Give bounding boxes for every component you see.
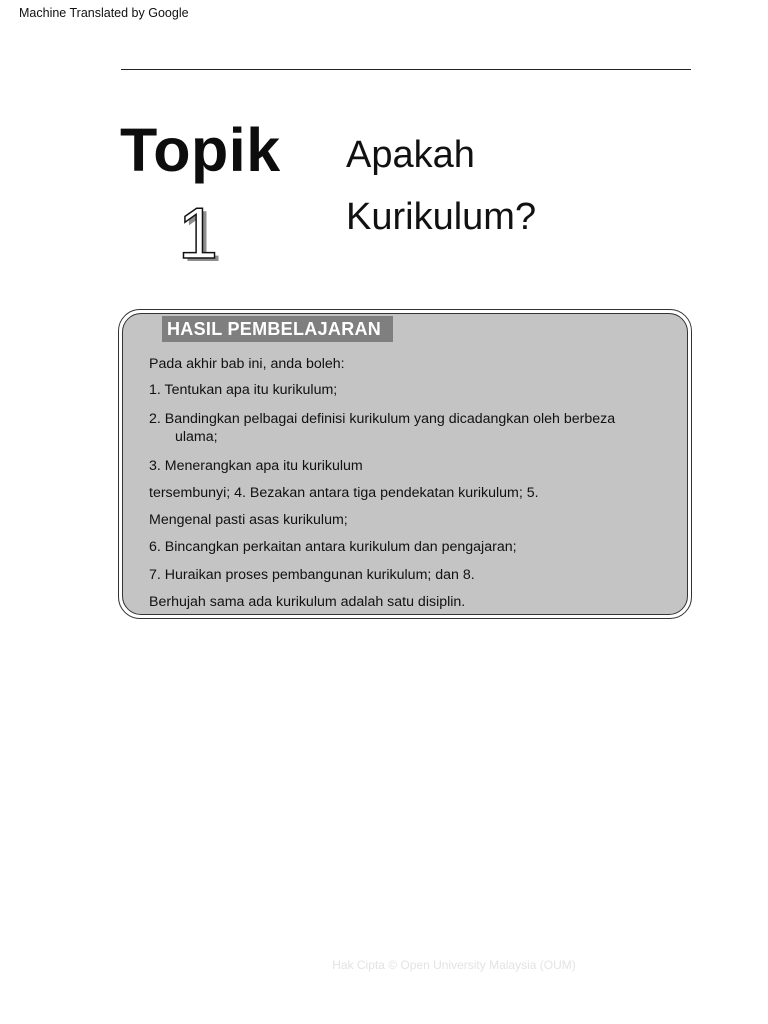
outcome-item: 1. Tentukan apa itu kurikulum; <box>149 382 338 398</box>
learning-outcomes-heading: HASIL PEMBELAJARAN <box>162 316 393 342</box>
outcome-item-continuation: ulama; <box>175 429 218 445</box>
outcome-item: 2. Bandingkan pelbagai definisi kurikulum yang dicadangkan oleh berbeza <box>149 411 616 427</box>
outcome-item: 3. Menerangkan apa itu kurikulum <box>149 458 363 474</box>
learning-outcomes-box <box>118 309 692 619</box>
chapter-title-line-1: Apakah <box>346 134 475 176</box>
top-divider <box>121 69 691 70</box>
outcome-item: 6. Bincangkan perkaitan antara kurikulum dan pengajaran; <box>149 539 517 555</box>
outcome-item: tersembunyi; 4. Bezakan antara tiga pendekatan kurikulum; 5. <box>149 485 539 501</box>
chapter-title-line-2: Kurikulum? <box>346 196 537 238</box>
outcome-item: 7. Huraikan proses pembangunan kurikulum; dan 8. <box>149 567 475 583</box>
outcome-item: Berhujah sama ada kurikulum adalah satu disiplin. <box>149 594 466 610</box>
outcome-item: Mengenal pasti asas kurikulum; <box>149 512 348 528</box>
copyright-footer: Hak Cipta © Open University Malaysia (OUM) <box>332 958 576 972</box>
topic-label: Topik <box>120 116 281 184</box>
learning-outcomes-panel <box>122 313 688 615</box>
outcomes-intro: Pada akhir bab ini, anda boleh: <box>149 356 345 372</box>
topic-number: 1 <box>178 194 219 274</box>
machine-translation-note: Machine Translated by Google <box>19 6 189 20</box>
